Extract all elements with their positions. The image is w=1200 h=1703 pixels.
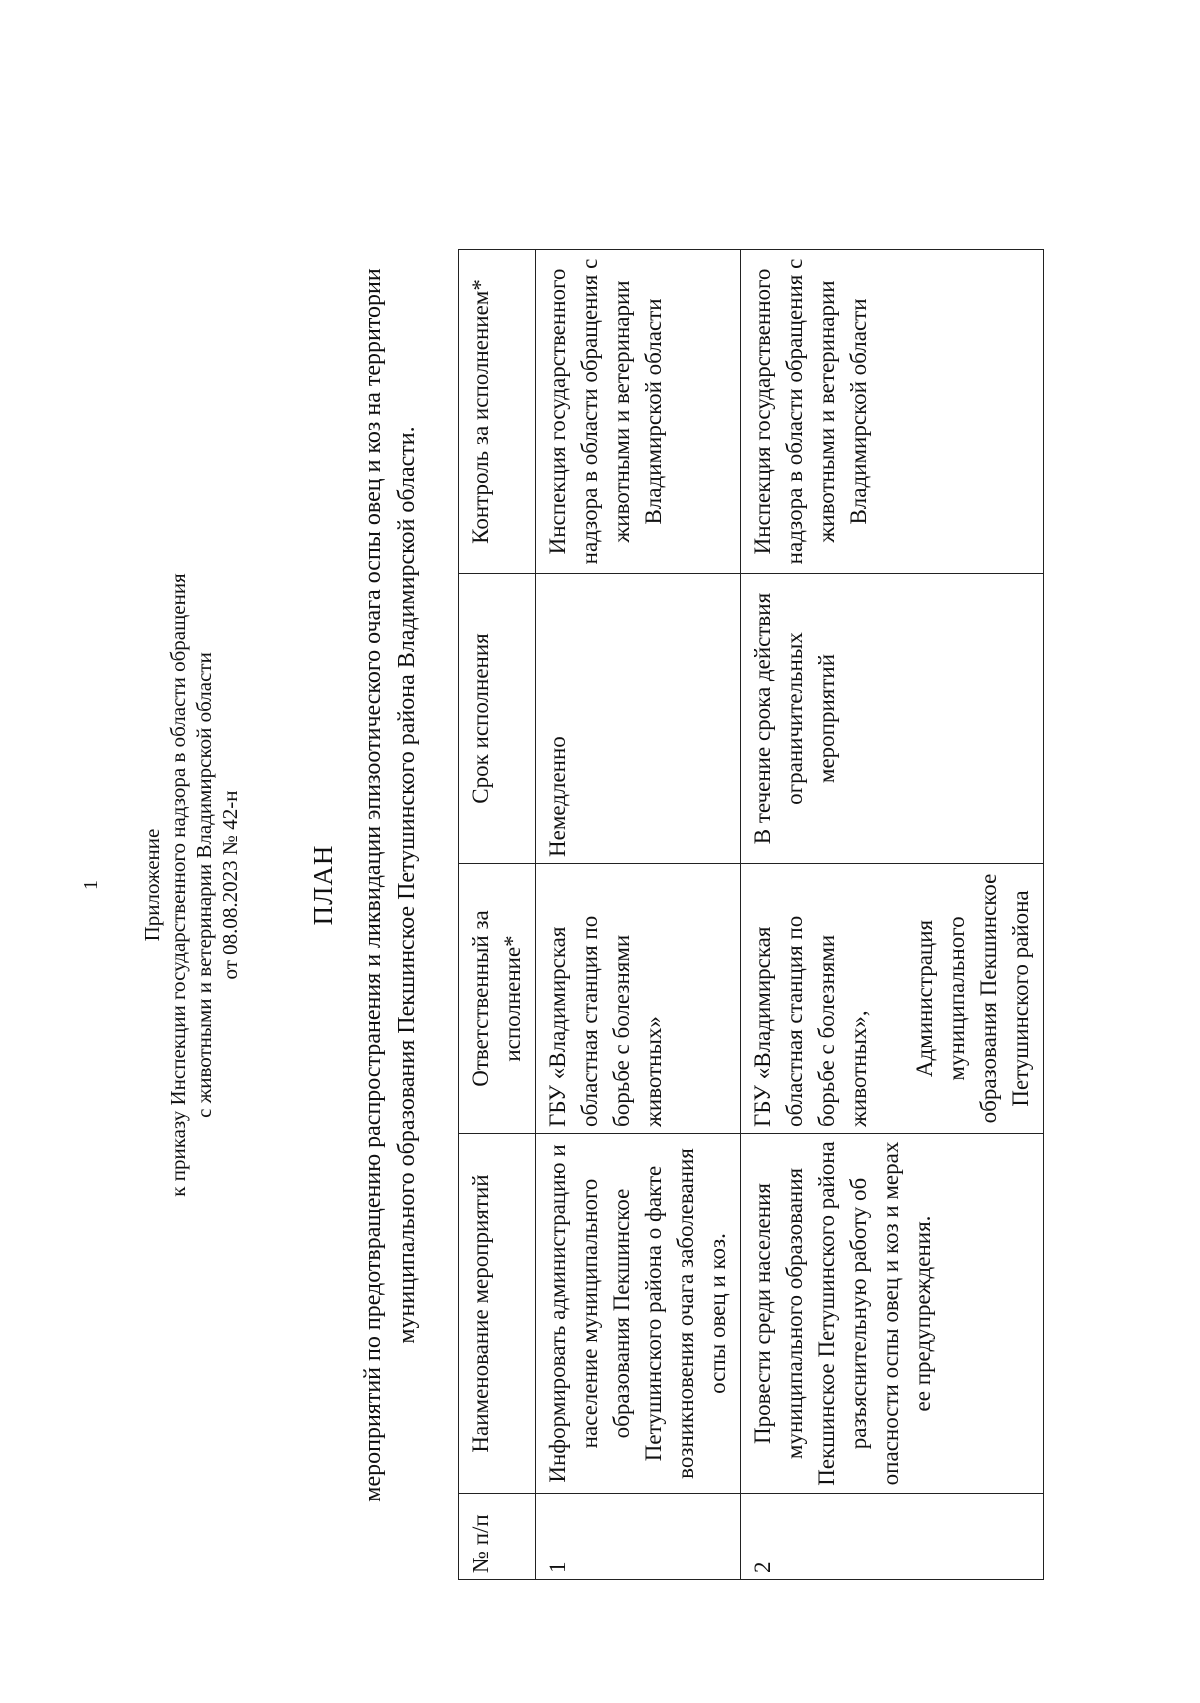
responsible-primary: ГБУ «Владимирская областная станция по борьбе с болезнями животных»,: [750, 915, 871, 1127]
document-title: ПЛАН: [308, 844, 338, 926]
header-control: Контроль за исполнением*: [459, 250, 536, 574]
responsible-gap: [875, 870, 909, 1127]
cell-control: Инспекция государственного надзора в области обращения с животными и ветеринарии Владимирской области: [741, 250, 1044, 574]
cell-measure: Провести среди населения муниципального образования Пекшинское Петушинского района разъяснительную работу об опасности оспы овец и коз и мерах ее предупреждения.: [741, 1134, 1044, 1494]
subtitle-line-1: мероприятий по предотвращению распространения и ликвидации эпизоотического очага оспы овец и коз на территории: [360, 268, 386, 1502]
cell-number: 2: [741, 1494, 1044, 1580]
rotated-sheet: [70, 80, 1100, 1690]
header-measure: Наименование мероприятий: [459, 1134, 536, 1494]
appendix-line-1: Приложение: [140, 828, 164, 942]
appendix-line-4: от 08.08.2023 № 42-н: [218, 790, 242, 980]
cell-number: 1: [536, 1494, 741, 1580]
page-number: 1: [80, 880, 102, 890]
cell-control: Инспекция государственного надзора в области обращения с животными и ветеринарии Владимирской области: [536, 250, 741, 574]
header-number: № п/п: [459, 1494, 536, 1580]
cell-responsible: ГБУ «Владимирская областная станция по борьбе с болезнями животных»: [536, 864, 741, 1134]
table-header-row: [459, 250, 536, 1580]
cell-measure: Информировать администрацию и население муниципального образования Пекшинское Петушинского района о факте возникновения очага заболевания оспы овец и коз.: [536, 1134, 741, 1494]
appendix-line-2: к приказу Инспекции государственного надзора в области обращения: [166, 573, 190, 1197]
subtitle-line-2: муниципального образования Пекшинское Петушинского района Владимирской области.: [394, 426, 420, 1344]
cell-deadline: В течение срока действия ограничительных мероприятий: [741, 574, 1044, 864]
responsible-secondary: Администрация муниципального образования Пекшинское Петушинского района: [912, 873, 1033, 1124]
cell-deadline: Немедленно: [536, 574, 741, 864]
table-row: [741, 250, 1044, 1580]
header-deadline: Срок исполнения: [459, 574, 536, 864]
document-subtitle: [356, 80, 424, 1690]
table-row: [536, 250, 741, 1580]
cell-responsible: [741, 864, 1044, 1134]
plan-table: [458, 249, 1044, 1580]
appendix-line-3: с животными и ветеринарии Владимирской области: [192, 652, 216, 1118]
header-responsible: Ответственный за исполнение*: [459, 864, 536, 1134]
